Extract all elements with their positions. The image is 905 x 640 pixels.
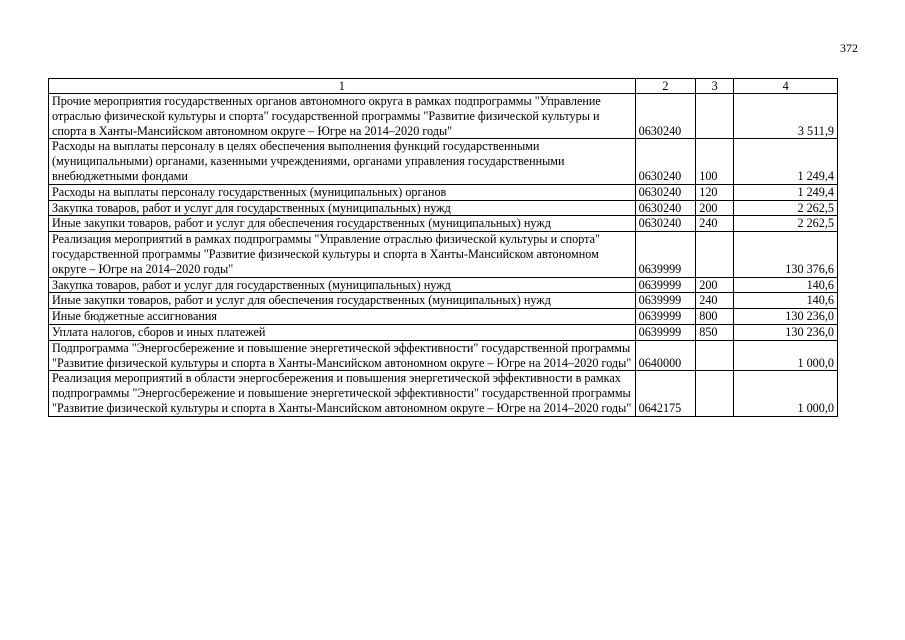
row-amount-cell: 140,6 [734, 293, 838, 309]
table-row [49, 94, 838, 139]
row-name-cell: Реализация мероприятий в области энергосбережения и повышения энергетической эффективности в рамках подпрограммы "Энергосбережение и повышение энергетической эффективности" государственной программы "Развитие физической культуры и спорта в Ханты-Мансийском автономном округе – Югре на 2014–2020 годы" [49, 371, 636, 416]
table-row [49, 184, 838, 200]
row-type-cell: 200 [696, 200, 734, 216]
row-type-cell: 200 [696, 277, 734, 293]
row-type-cell: 240 [696, 216, 734, 232]
table-row [49, 309, 838, 325]
row-code-cell: 0642175 [635, 371, 696, 416]
table-row [49, 139, 838, 184]
row-amount-cell: 1 000,0 [734, 371, 838, 416]
row-type-cell: 850 [696, 324, 734, 340]
header-cell-3: 3 [696, 79, 734, 94]
table-row [49, 293, 838, 309]
table-row [49, 216, 838, 232]
row-name-cell: Иные закупки товаров, работ и услуг для обеспечения государственных (муниципальных) нужд [49, 293, 636, 309]
row-name-cell: Иные закупки товаров, работ и услуг для обеспечения государственных (муниципальных) нужд [49, 216, 636, 232]
row-amount-cell: 130 376,6 [734, 232, 838, 277]
row-amount-cell: 2 262,5 [734, 200, 838, 216]
row-type-cell [696, 340, 734, 371]
row-type-cell [696, 232, 734, 277]
row-code-cell: 0639999 [635, 232, 696, 277]
row-code-cell: 0630240 [635, 184, 696, 200]
row-amount-cell: 3 511,9 [734, 94, 838, 139]
page-number: 372 [840, 41, 858, 55]
table-row [49, 371, 838, 416]
row-name-cell: Расходы на выплаты персоналу государственных (муниципальных) органов [49, 184, 636, 200]
row-type-cell: 100 [696, 139, 734, 184]
row-amount-cell: 130 236,0 [734, 324, 838, 340]
row-amount-cell: 2 262,5 [734, 216, 838, 232]
row-type-cell: 120 [696, 184, 734, 200]
row-amount-cell: 1 249,4 [734, 184, 838, 200]
row-type-cell: 800 [696, 309, 734, 325]
row-code-cell: 0639999 [635, 277, 696, 293]
row-code-cell: 0630240 [635, 139, 696, 184]
row-name-cell: Закупка товаров, работ и услуг для государственных (муниципальных) нужд [49, 277, 636, 293]
row-name-cell: Подпрограмма "Энергосбережение и повышение энергетической эффективности" государственной программы "Развитие физической культуры и спорта в Ханты-Мансийском автономном округе – Югре на 2014–2020 годы" [49, 340, 636, 371]
table-row [49, 277, 838, 293]
row-code-cell: 0630240 [635, 216, 696, 232]
row-amount-cell: 1 000,0 [734, 340, 838, 371]
row-type-cell [696, 94, 734, 139]
table-row [49, 200, 838, 216]
row-code-cell: 0639999 [635, 293, 696, 309]
row-amount-cell: 140,6 [734, 277, 838, 293]
table-row [49, 324, 838, 340]
row-code-cell: 0639999 [635, 324, 696, 340]
header-row [49, 79, 838, 94]
row-name-cell: Прочие мероприятия государственных органов автономного округа в рамках подпрограммы "Управление отраслью физической культуры и спорта" государственной программы "Развитие физической культуры и спорта в Ханты-Мансийском автономном округе – Югре на 2014–2020 годы" [49, 94, 636, 139]
header-cell-2: 2 [635, 79, 696, 94]
row-code-cell: 0640000 [635, 340, 696, 371]
row-name-cell: Реализация мероприятий в рамках подпрограммы "Управление отраслью физической культуры и спорта" государственной программы "Развитие физической культуры и спорта в Ханты-Мансийском автономном округе – Югре на 2014–2020 годы" [49, 232, 636, 277]
row-name-cell: Уплата налогов, сборов и иных платежей [49, 324, 636, 340]
row-name-cell: Расходы на выплаты персоналу в целях обеспечения выполнения функций государственными (муниципальными) органами, казенными учреждениями, органами управления государственными внебюджетными фондами [49, 139, 636, 184]
row-name-cell: Закупка товаров, работ и услуг для государственных (муниципальных) нужд [49, 200, 636, 216]
row-name-cell: Иные бюджетные ассигнования [49, 309, 636, 325]
header-cell-4: 4 [734, 79, 838, 94]
table-row [49, 232, 838, 277]
row-code-cell: 0639999 [635, 309, 696, 325]
header-cell-1: 1 [49, 79, 636, 94]
budget-table [48, 78, 838, 417]
table-row [49, 340, 838, 371]
row-type-cell [696, 371, 734, 416]
row-code-cell: 0630240 [635, 94, 696, 139]
row-amount-cell: 1 249,4 [734, 139, 838, 184]
row-amount-cell: 130 236,0 [734, 309, 838, 325]
row-code-cell: 0630240 [635, 200, 696, 216]
row-type-cell: 240 [696, 293, 734, 309]
